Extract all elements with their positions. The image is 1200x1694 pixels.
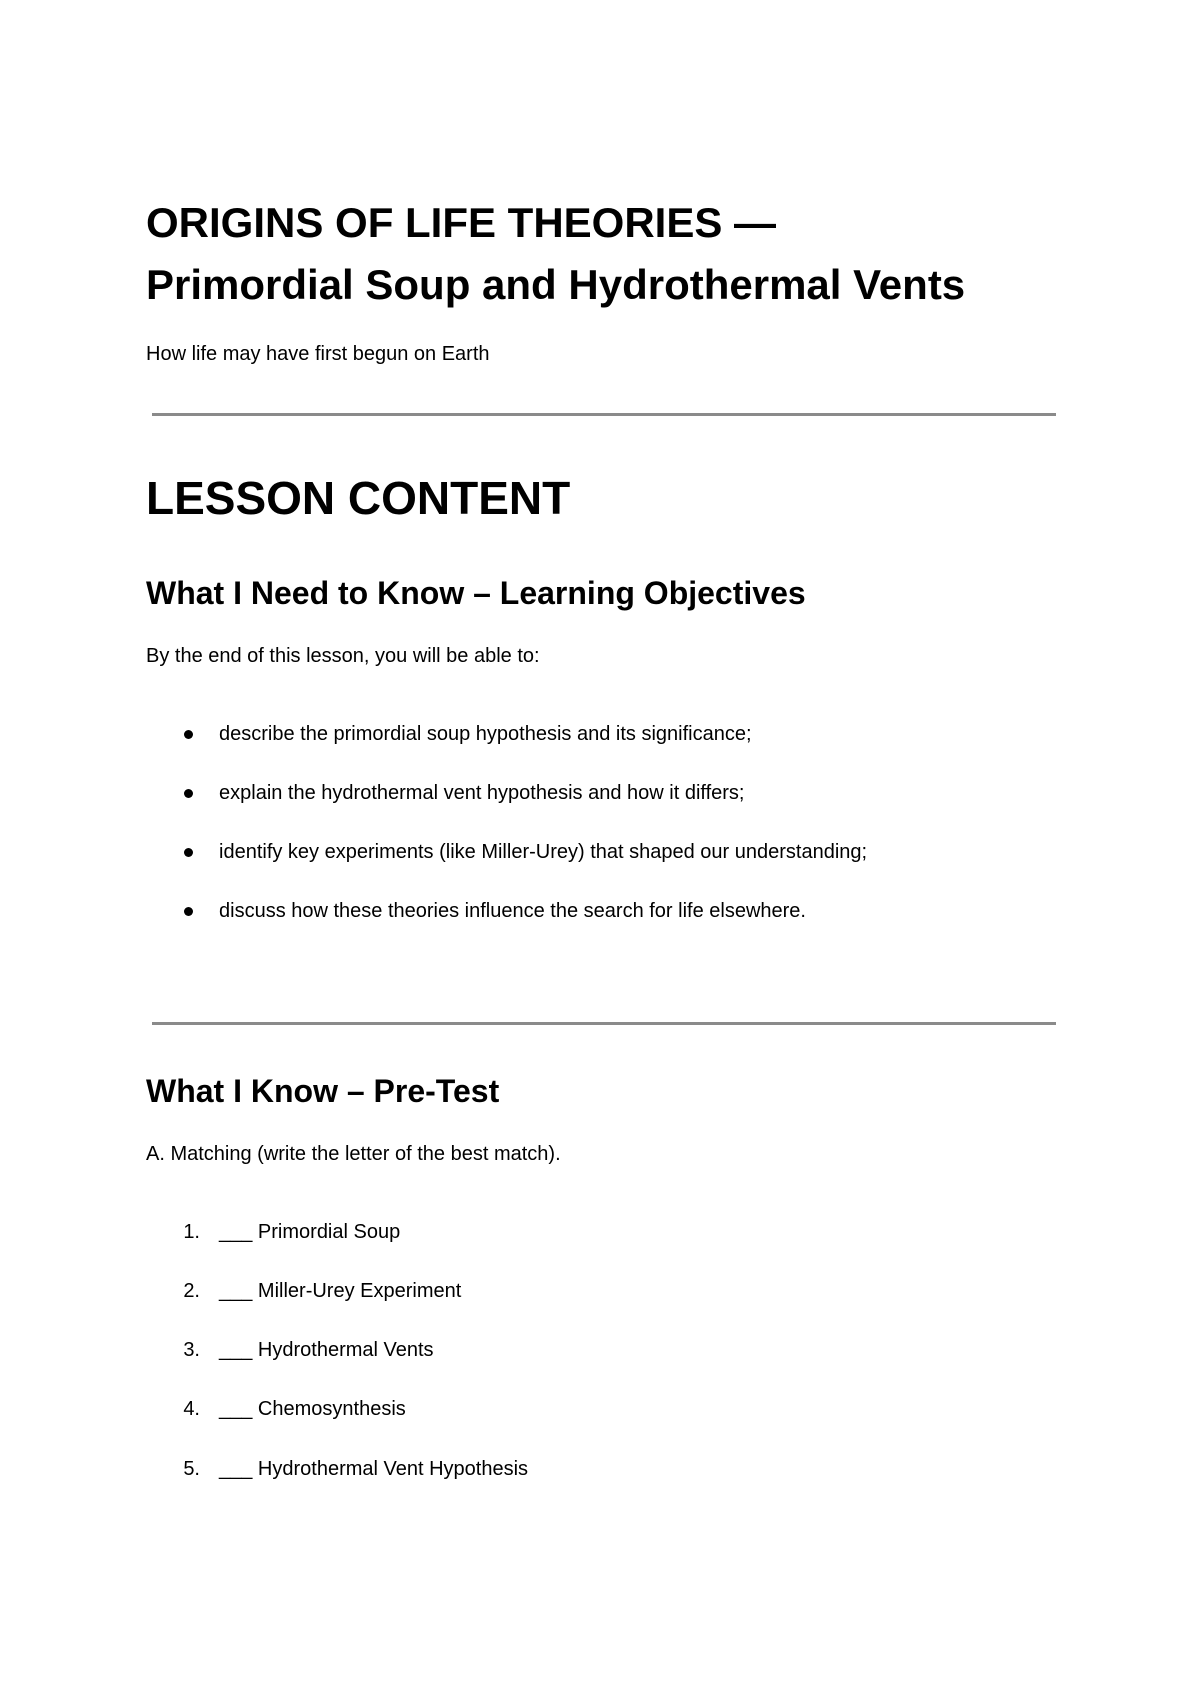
objective-text: identify key experiments (like Miller-Urey) that shaped our understanding; (219, 841, 868, 863)
horizontal-divider (152, 1022, 1056, 1025)
bullet-icon (184, 848, 193, 857)
bullet-icon (184, 730, 193, 739)
item-text: ___ Hydrothermal Vents (219, 1339, 434, 1361)
document-title-line-2: Primordial Soup and Hydrothermal Vents (146, 261, 966, 308)
objective-text: discuss how these theories influence the search for life elsewhere. (219, 900, 806, 922)
item-number: 3. (183, 1339, 200, 1361)
horizontal-divider (152, 413, 1056, 416)
item-text: ___ Primordial Soup (219, 1221, 401, 1243)
bullet-icon (184, 789, 193, 798)
document-title (146, 192, 1060, 316)
pretest-instruction: A. Matching (write the letter of the best match). (146, 1143, 561, 1165)
document-title-line-1: ORIGINS OF LIFE THEORIES — (146, 199, 777, 246)
objectives-heading: What I Need to Know – Learning Objectives (146, 575, 806, 611)
item-number: 4. (183, 1398, 200, 1420)
document-subtitle: How life may have first begun on Earth (146, 343, 490, 365)
pretest-heading: What I Know – Pre-Test (146, 1073, 500, 1109)
objective-text: describe the primordial soup hypothesis and its significance; (219, 723, 752, 745)
item-text: ___ Miller-Urey Experiment (219, 1280, 462, 1302)
item-text: ___ Hydrothermal Vent Hypothesis (219, 1458, 529, 1480)
lesson-content-heading: LESSON CONTENT (146, 472, 571, 524)
item-number: 5. (183, 1458, 200, 1480)
item-number: 1. (183, 1221, 200, 1243)
item-number: 2. (183, 1280, 200, 1302)
objective-text: explain the hydrothermal vent hypothesis and how it differs; (219, 782, 745, 804)
objectives-intro: By the end of this lesson, you will be able to: (146, 645, 540, 667)
item-text: ___ Chemosynthesis (219, 1398, 406, 1420)
bullet-icon (184, 907, 193, 916)
